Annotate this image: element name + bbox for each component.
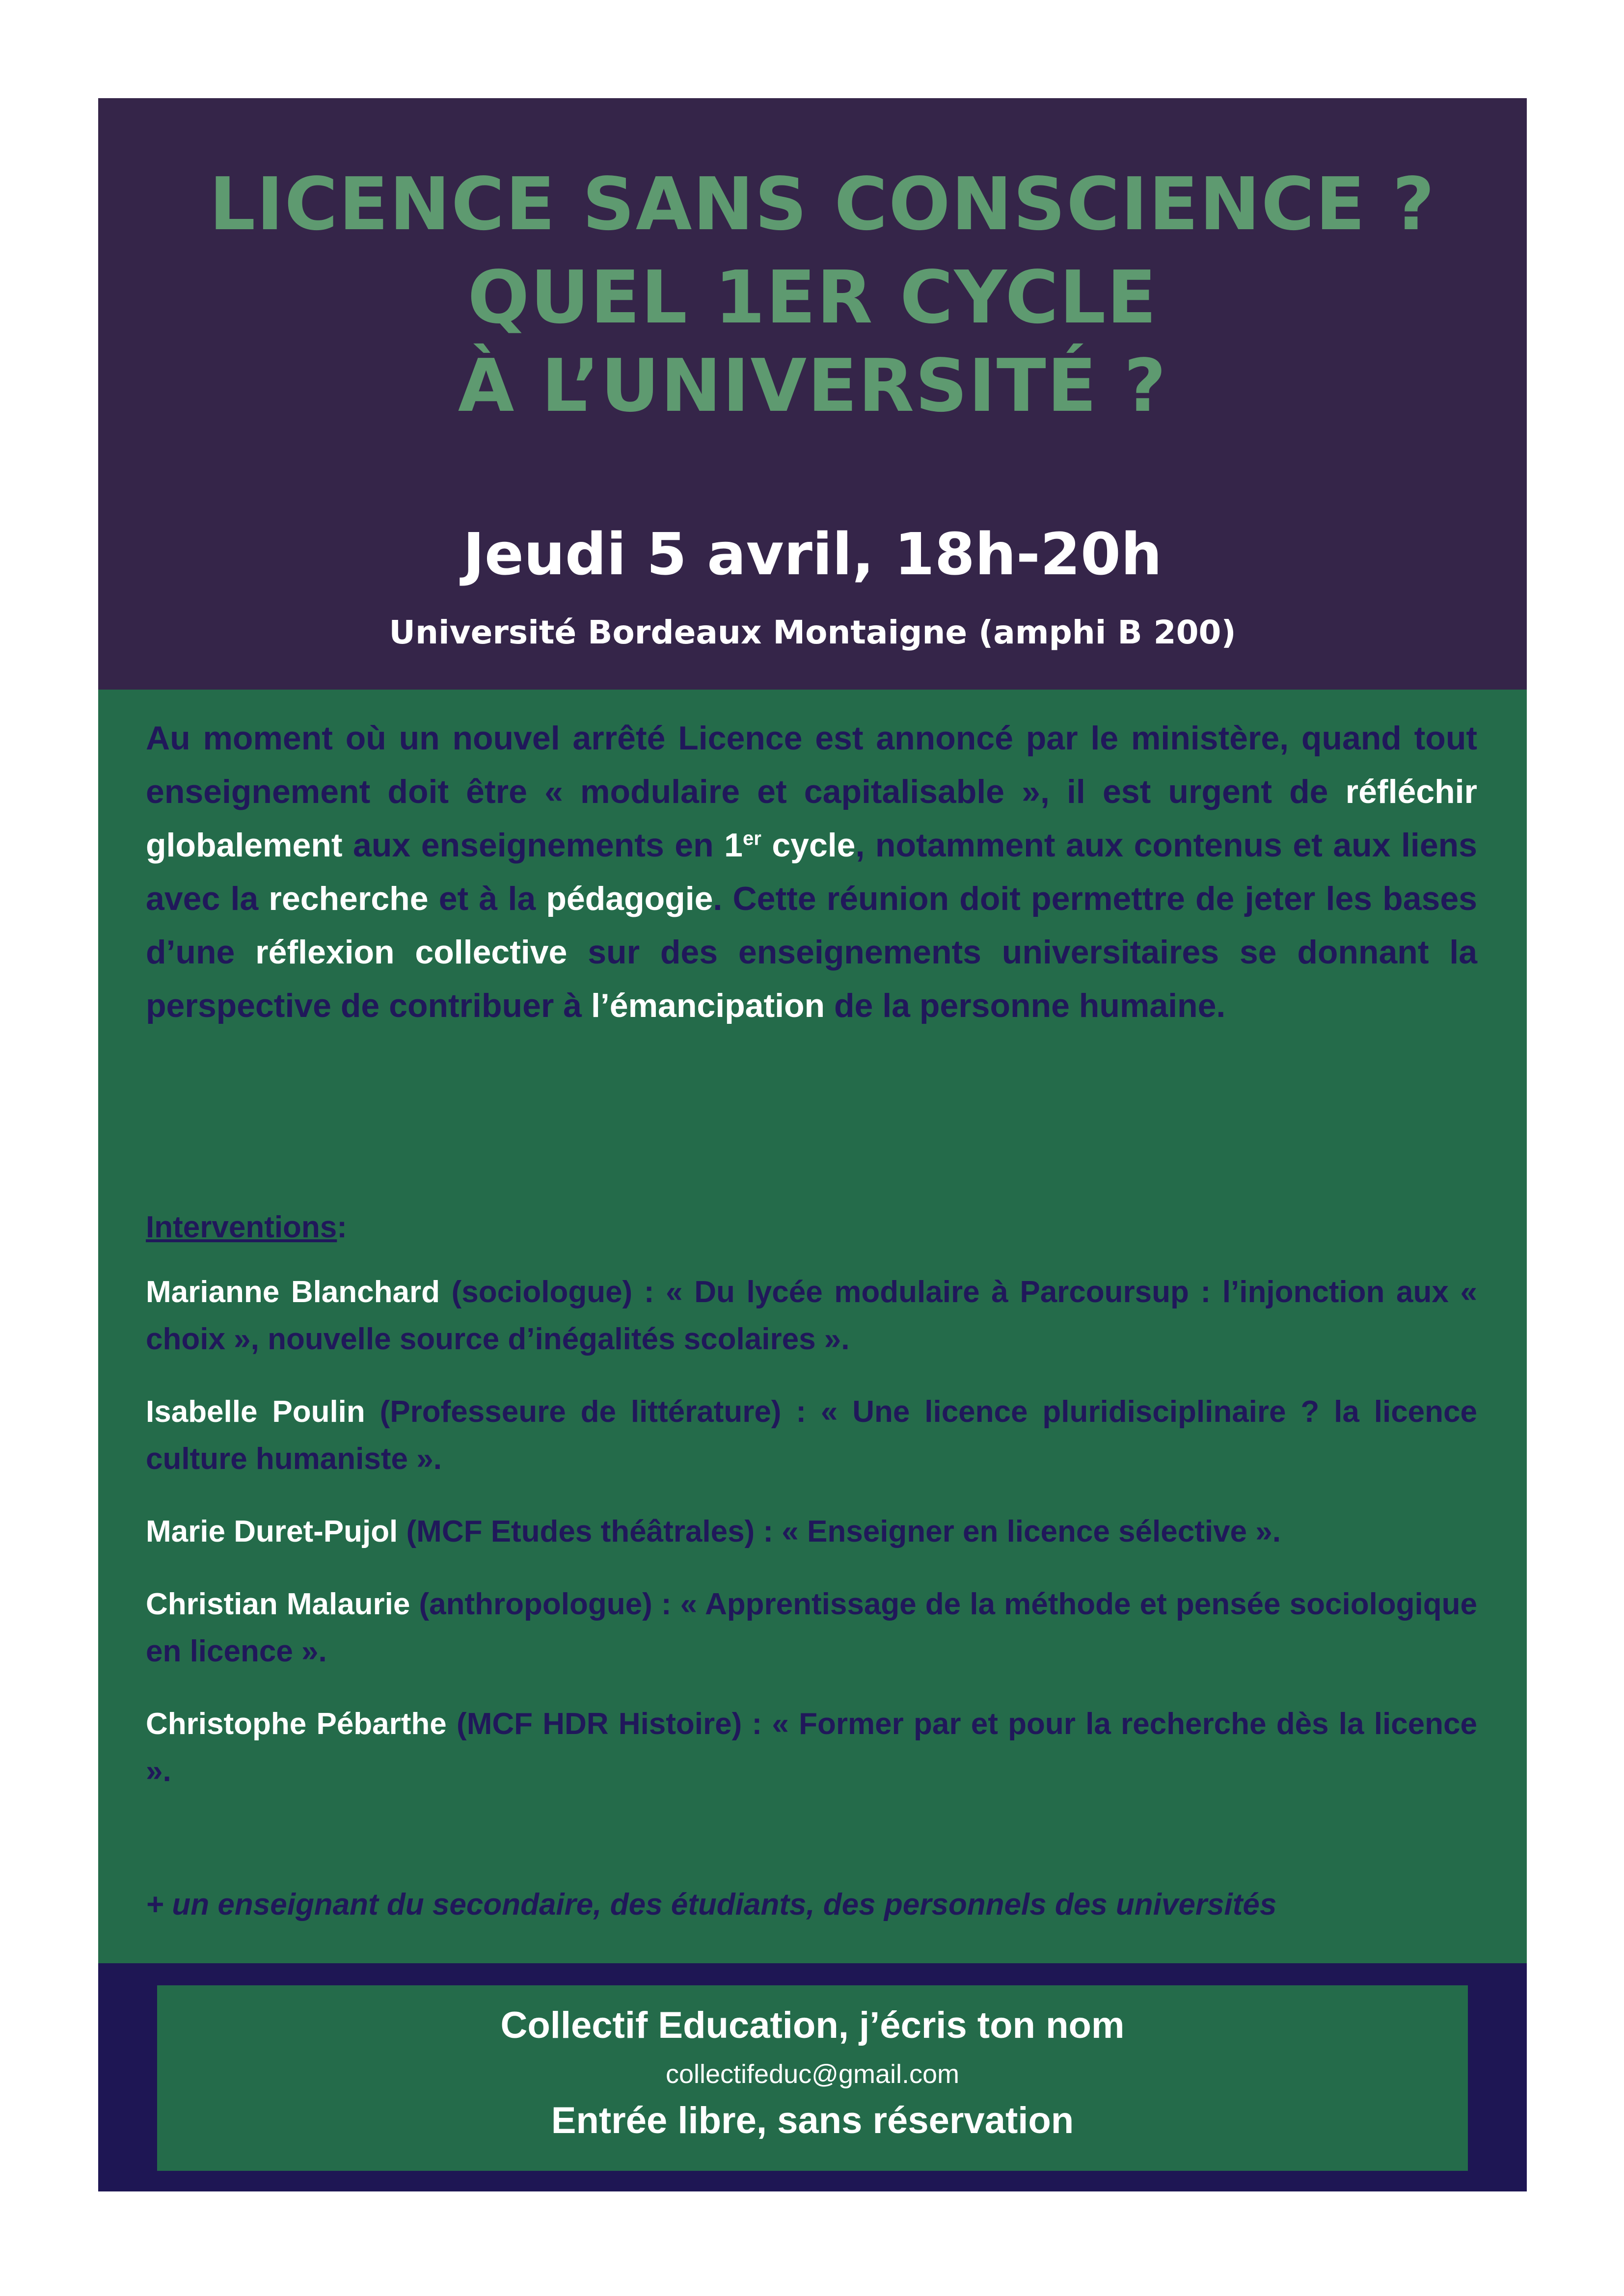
entry-info: Entrée libre, sans réservation [551,2100,1074,2141]
speaker-item [146,1269,1477,1363]
speaker-talk-title: « Enseigner en licence sélective ». [782,1515,1281,1548]
footer-box [157,1985,1468,2171]
speaker-role: (anthropologue) : [410,1587,680,1621]
speaker-role: (sociologue) : [440,1275,666,1309]
speaker-role: (MCF Etudes théâtrales) : [398,1515,782,1548]
contact-email: collectifeduc@gmail.com [665,2059,960,2089]
interventions-heading-colon: : [337,1210,347,1244]
intro-text: de la personne humaine. [825,987,1226,1024]
speaker-talk-title: « Former par et pour la recherche dès la licence ». [146,1707,1477,1788]
intro-highlight: pédagogie [546,880,713,917]
speaker-name: Marie Duret-Pujol [146,1515,398,1548]
speaker-talk-title: « Du lycée modulaire à Parcoursup : l’injonction aux « choix », nouvelle source d’inégalités scolaires ». [146,1275,1478,1356]
speaker-list [146,1269,1477,1820]
speaker-talk-title: « Une licence pluridisciplinaire ? la licence culture humaniste ». [146,1395,1477,1476]
speaker-item [146,1508,1477,1555]
speaker-name: Christian Malaurie [146,1587,410,1621]
intro-highlight: recherche [269,880,429,917]
intro-text: Au moment où un nouvel arrêté Licence est annoncé par le ministère, quand tout enseignement doit être « modulaire et capitalisable », il est urgent de [146,720,1477,810]
intro-highlight: réflexion collective [255,934,568,971]
event-date: Jeudi 5 avril, 18h-20h [462,520,1163,588]
speaker-item [146,1388,1477,1483]
intro-text: aux enseignements en [342,827,725,864]
intro-highlight-superscript: er [743,828,761,850]
collective-name: Collectif Education, j’écris ton nom [500,2004,1125,2046]
speaker-role: (MCF HDR Histoire) : [446,1707,772,1741]
intro-text: . Cette réunion doit permettre de jeter les bases d’une [146,880,1477,971]
speaker-name: Christophe Pébarthe [146,1707,447,1741]
intro-highlight [724,827,855,864]
intro-paragraph [146,712,1477,1033]
speaker-talk-title: « Apprentissage de la méthode et pensée sociologique en licence ». [146,1587,1478,1668]
event-venue: Université Bordeaux Montaigne (amphi B 200) [389,614,1236,651]
intro-highlight-word: cycle [761,827,856,864]
poster-footer [98,1963,1527,2191]
intro-highlight: réfléchir globalement [146,773,1477,864]
title-line-1: LICENCE SANS CONSCIENCE ? [209,162,1435,246]
poster-header [98,98,1527,690]
title-line-3: À L’UNIVERSITÉ ? [458,344,1167,428]
intro-text: sur des enseignements universitaires se donnant la perspective de contribuer à [146,934,1478,1024]
speaker-item [146,1701,1477,1795]
intro-highlight: l’émancipation [591,987,825,1024]
speaker-name: Marianne Blanchard [146,1275,440,1309]
title-line-2: QUEL 1ER CYCLE [467,255,1158,340]
speaker-role: (Professeure de littérature) : [365,1395,821,1429]
speaker-item [146,1581,1477,1675]
intro-highlight-number: 1 [724,827,743,864]
speaker-name: Isabelle Poulin [146,1395,365,1429]
interventions-heading [146,1210,347,1245]
poster-body [98,690,1527,1963]
intro-text: et à la [428,880,546,917]
event-poster [98,98,1527,2191]
interventions-heading-text: Interventions [146,1210,337,1244]
additional-participants: + un enseignant du secondaire, des étudiants, des personnels des universités [146,1888,1277,1922]
intro-text: , notamment aux contenus et aux liens avec la [146,827,1477,917]
